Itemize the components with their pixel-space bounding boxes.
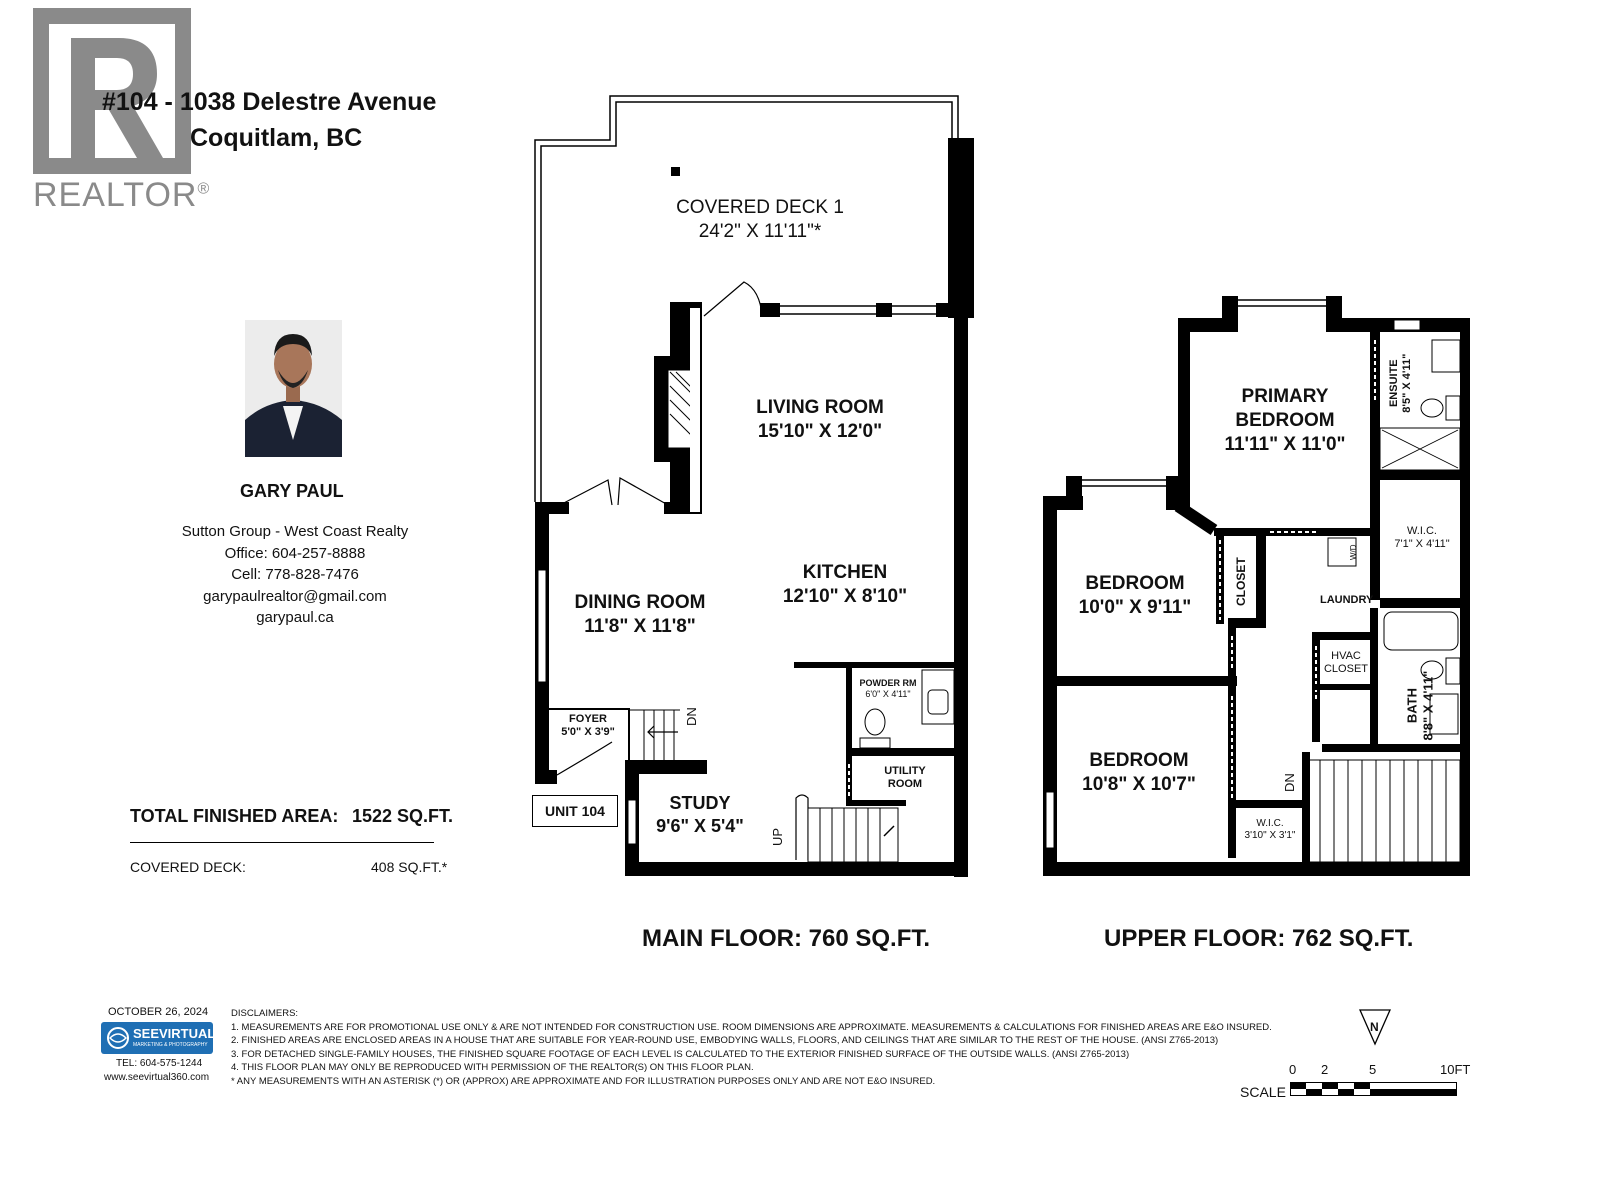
closet-label: CLOSET (1234, 557, 1248, 606)
primary-bedroom-name1: PRIMARY (1241, 386, 1329, 407)
ensuite-name: ENSUITE (1387, 359, 1400, 408)
wic2-label (1238, 818, 1302, 842)
disclaimer-item: * ANY MEASUREMENTS WITH AN ASTERISK (*) OR (APPROX) ARE APPROXIMATE AND FOR ILLUSTRATION PURPOSES ONLY AND ARE NOT E&O INSURED. (231, 1075, 936, 1087)
kitchen-dimensions: 12'10" X 8'10" (782, 585, 908, 607)
scale-label: SCALE (1240, 1084, 1286, 1100)
upper-floor-title: UPPER FLOOR: 762 SQ.FT. (1104, 925, 1414, 952)
hvac-name1: HVAC (1331, 650, 1361, 662)
wd-label: W/D (1349, 544, 1358, 560)
scale-tick-2: 2 (1321, 1062, 1329, 1077)
north-arrow (1358, 1008, 1392, 1046)
utility-room-name: UTILITY (884, 765, 926, 777)
primary-bedroom-name2: BEDROOM (1235, 409, 1335, 431)
seevirtual-web[interactable]: www.seevirtual360.com (104, 1072, 210, 1083)
disclaimer-item: 1. MEASUREMENTS ARE FOR PROMOTIONAL USE ONLY & ARE NOT INTENDED FOR CONSTRUCTION USE. ROOM DIMENSIONS ARE APPROXIMATE. MEASUREMENTS & CALCULATIONS FOR FINISHED AREAS ARE E&O INSURED. (231, 1021, 1272, 1033)
agent-website[interactable]: garypaul.ca (256, 609, 334, 626)
dining-room-name: DINING ROOM (574, 592, 706, 613)
hvac-closet-label (1320, 650, 1372, 676)
powder-room-name: POWDER RM (859, 678, 917, 688)
foyer-dimensions: 5'0" X 3'9" (561, 726, 615, 739)
living-room-name: LIVING ROOM (756, 397, 884, 418)
bath-label (1404, 666, 1435, 746)
agent-company: Sutton Group - West Coast Realty (181, 523, 409, 540)
disclaimer-item: 4. THIS FLOOR PLAN MAY ONLY BE REPRODUCED WITH PERMISSION OF THE REALTOR(S) ON THIS FLOOR PLAN. (231, 1062, 754, 1073)
main-floor-title: MAIN FLOOR: 760 SQ.FT. (642, 925, 931, 952)
hvac-name2: CLOSET (1323, 663, 1368, 676)
scale-tick-10: 10FT (1440, 1062, 1471, 1077)
living-room-dimensions: 15'10" X 12'0" (757, 420, 883, 442)
wic-name: W.I.C. (1407, 525, 1437, 537)
wic2-dimensions: 3'10" X 3'1" (1244, 830, 1296, 841)
wic-dimensions: 7'1" X 4'11" (1394, 538, 1450, 551)
north-label: N (1370, 1020, 1379, 1034)
total-finished-value: 1522 SQ.FT. (352, 806, 454, 826)
ensuite-label (1388, 346, 1414, 420)
laundry-label: LAUNDRY (1320, 594, 1374, 606)
address-line2: Coquitlam, BC (190, 124, 363, 152)
primary-bedroom-label (1200, 385, 1370, 456)
ensuite-dimensions: 8'5" X 4'11" (1401, 353, 1413, 413)
disclaimer-item: 2. FINISHED AREAS ARE ENCLOSED AREAS IN A HOUSE THAT ARE SUITABLE FOR YEAR-ROUND USE, EMBODYING WALLS, FLOORS, AND CEILINGS THAT ARE SIMILAR TO THE REST OF THE HOUSE. (ANSI Z765-2013) (231, 1035, 1219, 1046)
bedroom1-dimensions: 10'0" X 9'11" (1078, 596, 1192, 618)
study-name: STUDY (669, 793, 731, 813)
dining-room-dimensions: 11'8" X 11'8" (584, 615, 696, 637)
scale-tick-0: 0 (1289, 1062, 1297, 1077)
plan-date: OCTOBER 26, 2024 (108, 1006, 209, 1018)
agent-name: GARY PAUL (240, 481, 344, 501)
bedroom1-name: BEDROOM (1085, 573, 1185, 594)
seevirtual-globe-icon (106, 1026, 130, 1050)
deck-name: COVERED DECK 1 (676, 197, 844, 218)
agent-office: Office: 604-257-8888 (224, 544, 366, 562)
wic-label (1382, 525, 1462, 551)
disclaimer-item: 3. FOR DETACHED SINGLE-FAMILY HOUSES, THE FINISHED SQUARE FOOTAGE OF EACH LEVEL IS CALCULATED TO THE EXTERIOR FINISHED SURFACE OF THE OUTSIDE WALLS. (ANSI Z765-2013) (231, 1048, 1130, 1060)
seevirtual-tel: TEL: 604-575-1244 (116, 1058, 203, 1069)
bedroom2-label (1064, 749, 1214, 797)
utility-room-name2: ROOM (887, 778, 923, 791)
unit-label: UNIT 104 (545, 803, 605, 819)
bath-name: BATH (1404, 688, 1420, 724)
main-up-label: UP (770, 827, 785, 846)
powder-room-dimensions: 6'0" X 4'11" (865, 688, 911, 699)
disclaimers (231, 1007, 1271, 1088)
upper-dn-label: DN (1282, 773, 1297, 792)
covered-deck-label: COVERED DECK: (130, 859, 246, 875)
study-dimensions: 9'6" X 5'4" (656, 815, 744, 836)
wic2-name: W.I.C. (1256, 818, 1284, 829)
covered-deck-value: 408 SQ.FT.* (371, 859, 448, 875)
total-finished-label: TOTAL FINISHED AREA: (130, 806, 339, 826)
main-dn-label: DN (684, 707, 699, 726)
bedroom1-label (1060, 572, 1210, 620)
seevirtual-logo (101, 1022, 216, 1054)
agent-email[interactable]: garypaulrealtor@gmail.com (203, 587, 387, 605)
scale-bar (1290, 1082, 1460, 1098)
registered-mark: ® (197, 180, 211, 198)
bedroom2-dimensions: 10'8" X 10'7" (1082, 773, 1196, 795)
bath-dimensions: 8'8" X 4'11" (1420, 670, 1435, 741)
kitchen-name: KITCHEN (802, 562, 888, 583)
realtor-wordmark: REALTOR® (33, 176, 211, 214)
deck-dimensions: 24'2" X 11'11"* (698, 220, 822, 242)
disclaimer-title: DISCLAIMERS: (231, 1008, 299, 1019)
seevirtual-brand: SEEVIRTUAL (133, 1026, 216, 1041)
bedroom2-name: BEDROOM (1089, 750, 1189, 771)
foyer-name: FOYER (569, 713, 607, 725)
seevirtual-sub: MARKETING & PHOTOGRAPHY (133, 1042, 208, 1048)
primary-bedroom-dimensions: 11'11" X 11'0" (1224, 433, 1346, 455)
address-line1: #104 - 1038 Delestre Avenue (102, 88, 437, 116)
agent-cell: Cell: 778-828-7476 (231, 566, 359, 583)
scale-tick-5: 5 (1369, 1062, 1377, 1077)
